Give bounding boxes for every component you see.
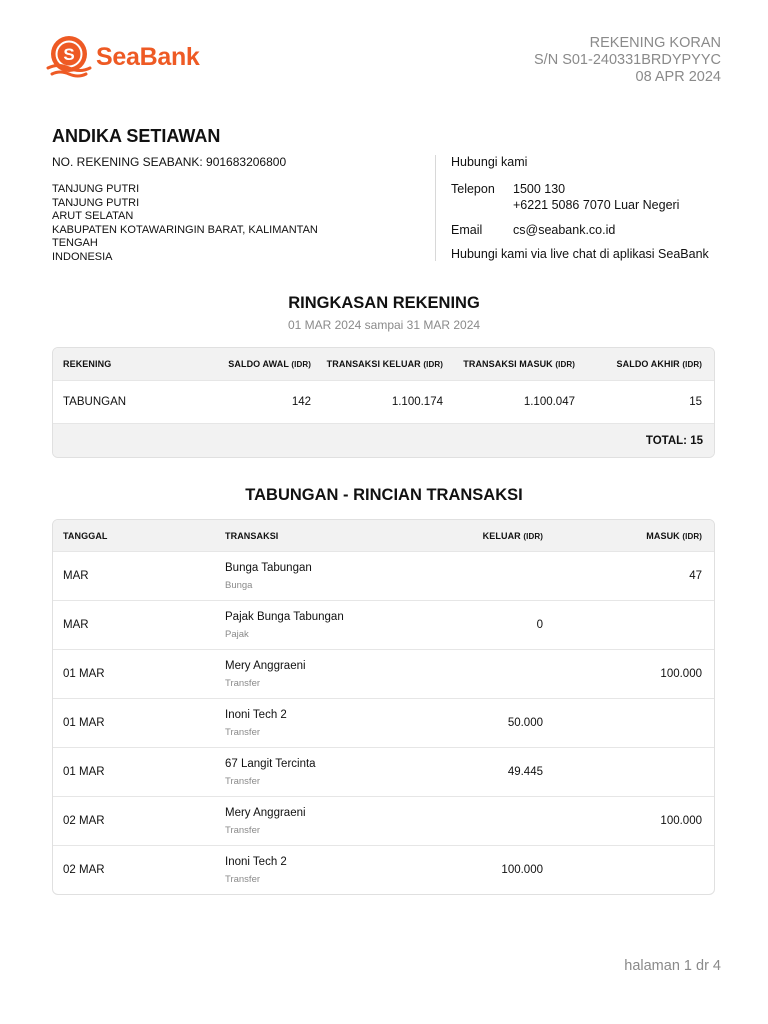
transaction-name: Inoni Tech 2 [225,708,287,721]
col-out: KELUAR (IDR) [482,530,543,541]
seabank-logo-icon [46,34,92,80]
date-cell: 01 MAR [63,766,105,778]
col-in: TRANSAKSI MASUK (IDR) [463,359,575,369]
contact-chat: Hubungi kami via live chat di aplikasi SeaBank [451,247,709,261]
transaction-name: Pajak Bunga Tabungan [225,610,344,623]
summary-period: 01 MAR 2024 sampai 31 MAR 2024 [287,318,481,332]
transaction-type: Transfer [225,775,261,787]
address-line: TANJUNG PUTRI [52,196,140,209]
account-cell: TABUNGAN [63,396,127,408]
address-line: TANJUNG PUTRI [52,183,140,195]
in-cell: 1.100.047 [523,396,575,408]
transaction-name: Inoni Tech 2 [225,855,287,868]
table-row [53,845,714,894]
transaction-cell [225,758,445,787]
email-label: Email [451,223,483,237]
in-cell: 100.000 [660,668,702,680]
summary-title: RINGKASAN REKENING [288,294,480,312]
opening-cell: 142 [291,396,311,408]
document-type: REKENING KORAN [589,35,721,51]
out-cell: 0 [536,619,543,631]
transaction-name: Mery Anggraeni [225,806,306,819]
date-cell: 02 MAR [63,864,105,876]
details-title: TABUNGAN - RINCIAN TRANSAKSI [245,486,523,504]
col-closing: SALDO AKHIR (IDR) [616,359,702,369]
transaction-cell [225,660,445,689]
document-meta [534,35,721,86]
brand-name: SeaBank [96,42,200,71]
transaction-cell [225,611,445,640]
col-out: TRANSAKSI KELUAR (IDR) [326,359,443,369]
customer-address [52,183,342,264]
address-line: ARUT SELATAN [52,210,134,222]
transaction-name: Bunga Tabungan [225,561,312,574]
transactions-header [53,520,714,551]
col-in: MASUK (IDR) [646,530,702,541]
phone-number-local: 1500 130 [513,182,566,196]
contact-title: Hubungi kami [451,155,528,169]
transaction-cell [225,562,445,591]
document-date: 08 APR 2024 [635,69,721,85]
date-cell: MAR [63,570,89,582]
transaction-type: Transfer [225,726,261,738]
transaction-cell [225,807,445,836]
table-row [53,698,714,747]
transactions-table [52,519,715,895]
table-row [53,551,714,600]
transaction-cell [225,709,445,738]
out-cell: 1.100.174 [391,396,443,408]
phone-label: Telepon [451,182,495,196]
contact-email [451,223,731,237]
closing-cell: 15 [689,396,702,408]
transaction-name: 67 Langit Tercinta [225,757,316,770]
col-transaction: TRANSAKSI [225,530,279,541]
transaction-type: Transfer [225,873,261,885]
summary-total: TOTAL: 15 [53,423,714,457]
contact-block [451,155,731,261]
summary-table [52,347,715,458]
table-row [53,649,714,698]
date-cell: 01 MAR [63,717,105,729]
address-line: KABUPATEN KOTAWARINGIN BARAT, KALIMANTAN TENGAH [52,223,318,249]
email-address[interactable]: cs@seabank.co.id [513,223,616,237]
transaction-type: Bunga [225,579,253,591]
date-cell: 02 MAR [63,815,105,827]
transaction-type: Transfer [225,677,261,689]
transaction-type: Transfer [225,824,261,836]
table-row [53,600,714,649]
document-serial: S/N S01-240331BRDYPYYC [534,52,721,68]
contact-divider [435,155,436,261]
out-cell: 100.000 [501,864,543,876]
table-row [53,796,714,845]
col-opening: SALDO AWAL (IDR) [228,359,311,369]
contact-phone [451,181,731,213]
address-line: INDONESIA [52,250,113,263]
logo-letter: S [63,45,75,64]
summary-header [53,348,714,380]
out-cell: 50.000 [507,717,543,729]
col-date: TANGGAL [63,530,108,541]
transaction-name: Mery Anggraeni [225,659,306,672]
customer-name: ANDIKA SETIAWAN [52,126,221,146]
account-number: NO. REKENING SEABANK: 901683206800 [52,155,287,169]
col-account: REKENING [63,359,112,369]
page-number: halaman 1 dr 4 [624,958,721,974]
date-cell: MAR [63,619,89,631]
out-cell: 49.445 [507,766,543,778]
table-row [53,747,714,796]
phone-number-overseas: +6221 5086 7070 Luar Negeri [513,198,680,212]
in-cell: 100.000 [660,815,702,827]
seabank-logo [46,34,200,80]
transaction-type: Pajak [225,628,249,640]
table-row [53,380,714,423]
in-cell: 47 [689,570,702,582]
transaction-cell [225,856,445,885]
date-cell: 01 MAR [63,668,105,680]
